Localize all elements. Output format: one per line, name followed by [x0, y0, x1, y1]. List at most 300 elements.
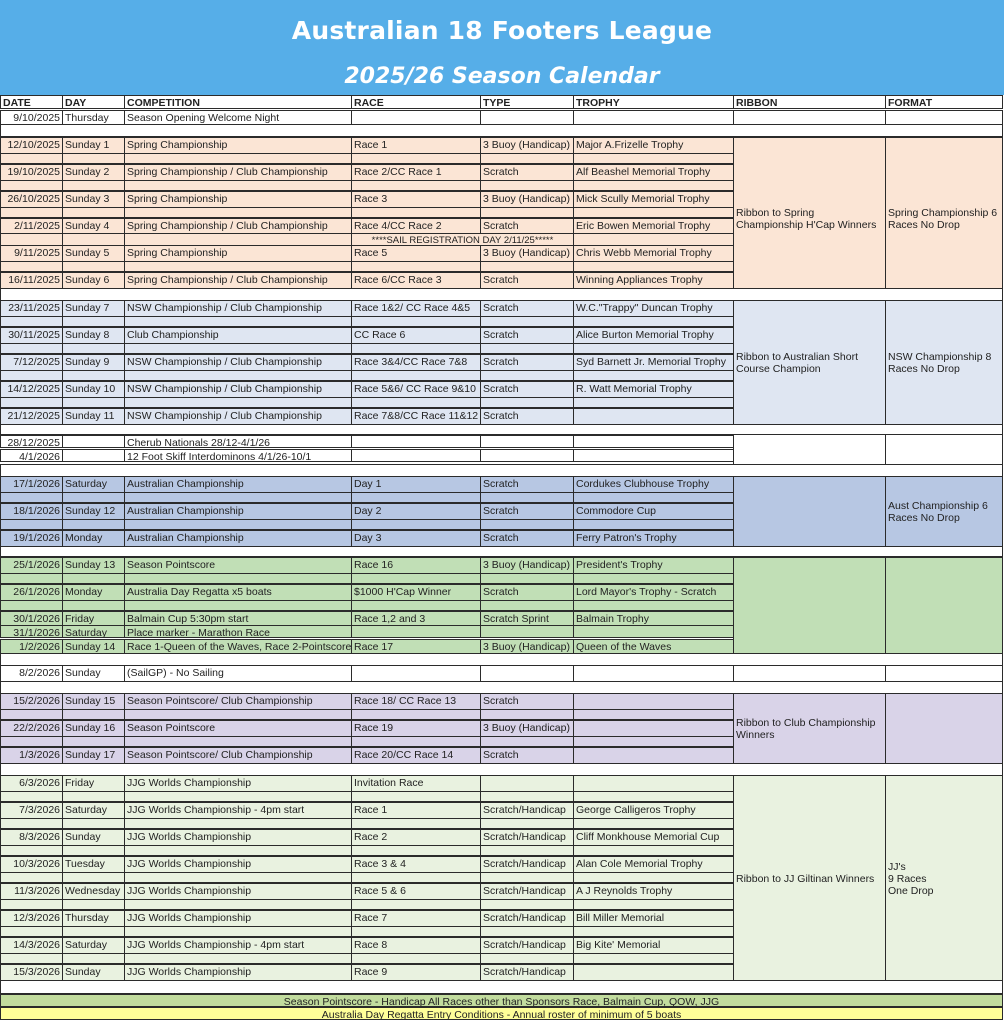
format-cell: Aust Championship 6 Races No Drop — [885, 476, 1003, 547]
spacer-cell — [573, 709, 734, 720]
spacer-cell — [124, 343, 352, 354]
table-cell-competition: NSW Championship / Club Championship — [124, 381, 352, 398]
table-cell-race: Race 1,2 and 3 — [351, 611, 481, 628]
table-cell-trophy — [573, 720, 734, 737]
spacer-cell — [124, 736, 352, 747]
table-cell-race: Race 5 — [351, 245, 481, 262]
header-type: TYPE — [480, 95, 574, 109]
table-cell-day: Sunday 3 — [62, 191, 125, 208]
header-competition: COMPETITION — [124, 95, 352, 109]
row-separator — [0, 464, 1003, 477]
spacer-cell — [480, 316, 574, 327]
spacer-cell — [573, 207, 734, 218]
table-cell-race: Race 19 — [351, 720, 481, 737]
spacer-cell — [351, 845, 481, 856]
table-cell-competition: JJG Worlds Championship - 4pm start — [124, 937, 352, 954]
table-cell-type: Scratch — [480, 164, 574, 181]
table-cell-type: 3 Buoy (Handicap) — [480, 137, 574, 154]
spacer-cell — [124, 261, 352, 272]
spacer-cell — [351, 153, 481, 164]
table-cell-trophy — [573, 449, 734, 462]
spacer-cell — [0, 153, 63, 164]
table-cell-race: Day 2 — [351, 503, 481, 520]
table-cell-trophy — [573, 964, 734, 981]
table-cell-type: 3 Buoy (Handicap) — [480, 557, 574, 574]
table-cell-race: Race 1 — [351, 137, 481, 154]
table-cell-type: Scratch — [480, 408, 574, 425]
spacer-cell — [62, 736, 125, 747]
header-format: FORMAT — [885, 95, 1003, 109]
table-cell-type: Scratch — [480, 327, 574, 344]
table-cell-competition: Balmain Cup 5:30pm start — [124, 611, 352, 628]
table-cell-race: Race 7 — [351, 910, 481, 927]
spacer-cell — [573, 343, 734, 354]
spacer-cell — [351, 370, 481, 381]
page-subtitle: 2025/26 Season Calendar — [344, 64, 660, 89]
table-cell-race: Race 17 — [351, 639, 481, 656]
ribbon-cell: Ribbon to Australian Short Course Champion — [733, 300, 886, 425]
table-cell-date: 25/1/2026 — [0, 557, 63, 574]
spacer-cell — [480, 261, 574, 272]
table-cell-date: 4/1/2026 — [0, 449, 63, 462]
table-cell-competition: JJG Worlds Championship — [124, 829, 352, 846]
table-cell-competition: Season Pointscore/ Club Championship — [124, 747, 352, 764]
table-cell-race: Invitation Race — [351, 775, 481, 792]
table-cell-competition: Place marker - Marathon Race — [124, 625, 352, 638]
table-cell-race: $1000 H'Cap Winner — [351, 584, 481, 601]
table-cell-day: Saturday — [62, 802, 125, 819]
spacer-cell — [124, 953, 352, 964]
table-cell-race: Race 1&2/ CC Race 4&5 — [351, 300, 481, 317]
table-cell-type: 3 Buoy (Handicap) — [480, 191, 574, 208]
header-race: RACE — [351, 95, 481, 109]
spacer-cell — [124, 207, 352, 218]
spacer-cell — [62, 600, 125, 611]
row-separator — [0, 124, 1003, 137]
spacer-cell — [0, 872, 63, 883]
table-cell-type: Scratch — [480, 300, 574, 317]
table-cell-competition: NSW Championship / Club Championship — [124, 408, 352, 425]
table-cell-race: Race 5 & 6 — [351, 883, 481, 900]
table-cell-day: Sunday 16 — [62, 720, 125, 737]
table-cell-race: Race 5&6/ CC Race 9&10 — [351, 381, 481, 398]
table-cell-day: Sunday 11 — [62, 408, 125, 425]
spacer-cell — [573, 736, 734, 747]
spacer-cell — [351, 492, 481, 503]
format-cell: JJ's 9 Races One Drop — [885, 775, 1003, 981]
spacer-cell — [124, 370, 352, 381]
table-cell-date: 6/3/2026 — [0, 775, 63, 792]
spacer-cell — [62, 709, 125, 720]
ribbon-cell: Ribbon to Club Championship Winners — [733, 693, 886, 764]
table-cell-date: 30/11/2025 — [0, 327, 63, 344]
table-cell-trophy: Winning Appliances Trophy — [573, 272, 734, 289]
table-cell-trophy — [573, 625, 734, 638]
spacer-cell — [480, 709, 574, 720]
table-cell-date: 7/3/2026 — [0, 802, 63, 819]
table-cell-date: 8/2/2026 — [0, 665, 63, 682]
spacer-cell — [480, 153, 574, 164]
spacer-cell — [62, 207, 125, 218]
table-cell-day — [62, 449, 125, 462]
table-cell-date: 19/1/2026 — [0, 530, 63, 547]
spacer-cell — [62, 153, 125, 164]
table-cell-date: 1/2/2026 — [0, 639, 63, 656]
table-cell-competition: Australian Championship — [124, 503, 352, 520]
table-cell-type — [480, 665, 574, 682]
table-cell-race: Race 4/CC Race 2 — [351, 218, 481, 235]
spacer-cell — [124, 316, 352, 327]
table-cell-trophy: Syd Barnett Jr. Memorial Trophy — [573, 354, 734, 371]
spacer-cell — [480, 736, 574, 747]
table-cell-type — [480, 435, 574, 448]
table-cell-date: 7/12/2025 — [0, 354, 63, 371]
spacer-cell — [124, 397, 352, 408]
table-cell-competition: Spring Championship / Club Championship — [124, 272, 352, 289]
spacer-cell — [480, 397, 574, 408]
table-cell-date: 21/12/2025 — [0, 408, 63, 425]
table-cell-race: Day 1 — [351, 476, 481, 493]
table-cell-day: Sunday 17 — [62, 747, 125, 764]
table-cell-type: Scratch/Handicap — [480, 802, 574, 819]
table-cell-competition: 12 Foot Skiff Interdominons 4/1/26-10/1 — [124, 449, 352, 462]
spacer-cell — [62, 573, 125, 584]
note-pointscore: Season Pointscore - Handicap All Races other than Sponsors Race, Balmain Cup, QOW, JJG — [0, 994, 1003, 1007]
table-cell-type — [480, 449, 574, 462]
table-cell-trophy: Cliff Monkhouse Memorial Cup — [573, 829, 734, 846]
table-cell-competition: Season Pointscore — [124, 557, 352, 574]
spacer-cell — [0, 261, 63, 272]
row-separator — [0, 424, 1003, 435]
table-cell-type — [480, 775, 574, 792]
spacer-cell — [351, 316, 481, 327]
page-title: Australian 18 Footers League — [291, 16, 713, 45]
spacer-cell — [124, 926, 352, 937]
table-cell-type: Scratch — [480, 381, 574, 398]
table-cell-day: Saturday — [62, 476, 125, 493]
spacer-cell — [0, 600, 63, 611]
table-cell-competition: Spring Championship / Club Championship — [124, 164, 352, 181]
spacer-cell — [480, 791, 574, 802]
table-cell-type: Scratch — [480, 530, 574, 547]
table-cell-competition: Spring Championship / Club Championship — [124, 218, 352, 235]
spacer-cell — [480, 953, 574, 964]
format-cell — [885, 557, 1003, 656]
spacer-cell — [351, 180, 481, 191]
format-cell — [885, 693, 1003, 764]
spacer-cell — [351, 953, 481, 964]
table-cell-date: 14/3/2026 — [0, 937, 63, 954]
header-trophy: TROPHY — [573, 95, 734, 109]
table-cell-race — [351, 449, 481, 462]
table-cell-trophy: Major A.Frizelle Trophy — [573, 137, 734, 154]
table-cell-trophy: W.C."Trappy" Duncan Trophy — [573, 300, 734, 317]
format-cell: NSW Championship 8 Races No Drop — [885, 300, 1003, 425]
table-cell-competition: NSW Championship / Club Championship — [124, 300, 352, 317]
table-cell-day: Thursday — [62, 910, 125, 927]
spacer-cell — [62, 926, 125, 937]
table-cell-competition: NSW Championship / Club Championship — [124, 354, 352, 371]
spacer-cell — [0, 791, 63, 802]
spacer-cell — [124, 600, 352, 611]
spacer-cell — [351, 791, 481, 802]
ribbon-cell — [733, 557, 886, 656]
spacer-cell — [351, 899, 481, 910]
table-cell-competition: JJG Worlds Championship — [124, 910, 352, 927]
table-cell-day: Friday — [62, 611, 125, 628]
spacer-cell — [351, 573, 481, 584]
table-cell-competition: (SailGP) - No Sailing — [124, 665, 352, 682]
table-cell-date: 18/1/2026 — [0, 503, 63, 520]
table-cell-day: Saturday — [62, 937, 125, 954]
spacer-cell — [480, 818, 574, 829]
spacer-cell — [573, 492, 734, 503]
spacer-cell — [62, 492, 125, 503]
table-cell-race — [351, 665, 481, 682]
table-cell-trophy: A J Reynolds Trophy — [573, 883, 734, 900]
table-cell-competition: JJG Worlds Championship — [124, 775, 352, 792]
spacer-cell — [573, 872, 734, 883]
spacer-cell — [351, 343, 481, 354]
table-cell-race: Race 20/CC Race 14 — [351, 747, 481, 764]
table-cell-day: Sunday 7 — [62, 300, 125, 317]
table-cell-date: 19/10/2025 — [0, 164, 63, 181]
spacer-cell — [124, 791, 352, 802]
table-cell-trophy: Alf Beashel Memorial Trophy — [573, 164, 734, 181]
spacer-cell — [124, 872, 352, 883]
row-separator — [0, 546, 1003, 557]
table-cell-trophy — [573, 693, 734, 710]
spacer-cell — [0, 316, 63, 327]
table-cell-race: Race 18/ CC Race 13 — [351, 693, 481, 710]
spacer-cell — [573, 818, 734, 829]
spacer-cell — [0, 899, 63, 910]
table-cell-race: Race 3 — [351, 191, 481, 208]
table-cell-competition: JJG Worlds Championship — [124, 856, 352, 873]
table-cell-race — [351, 625, 481, 638]
spacer-cell — [0, 709, 63, 720]
spacer-cell — [480, 926, 574, 937]
table-cell-competition: Race 1-Queen of the Waves, Race 2-Pointscore — [124, 639, 352, 656]
table-cell-trophy: George Calligeros Trophy — [573, 802, 734, 819]
table-cell-day: Sunday 14 — [62, 639, 125, 656]
spacer-cell — [0, 818, 63, 829]
spacer-cell — [124, 573, 352, 584]
spacer-cell — [480, 899, 574, 910]
table-cell-day: Sunday 8 — [62, 327, 125, 344]
table-cell-day: Sunday 10 — [62, 381, 125, 398]
spacer-cell — [351, 207, 481, 218]
spacer-cell — [124, 519, 352, 530]
spacer-cell — [480, 370, 574, 381]
table-cell-date: 2/11/2025 — [0, 218, 63, 235]
table-cell-day: Sunday 1 — [62, 137, 125, 154]
table-cell-trophy: President's Trophy — [573, 557, 734, 574]
table-cell-type: Scratch — [480, 584, 574, 601]
table-cell-type: Scratch — [480, 272, 574, 289]
spacer-cell — [480, 573, 574, 584]
table-cell-date: 9/11/2025 — [0, 245, 63, 262]
table-cell-type — [480, 625, 574, 638]
spacer-cell — [573, 573, 734, 584]
spacer-cell — [0, 343, 63, 354]
spacer-cell — [0, 492, 63, 503]
spacer-cell — [351, 818, 481, 829]
spacer-cell — [0, 397, 63, 408]
spacer-cell — [0, 519, 63, 530]
row-separator — [0, 980, 1003, 994]
spacer-cell — [573, 316, 734, 327]
table-cell-day: Sunday 15 — [62, 693, 125, 710]
table-cell-day: Sunday 4 — [62, 218, 125, 235]
table-cell-competition: JJG Worlds Championship — [124, 964, 352, 981]
spacer-cell — [124, 818, 352, 829]
spacer-cell — [351, 261, 481, 272]
spacer-cell — [62, 899, 125, 910]
table-cell-trophy — [573, 408, 734, 425]
table-cell-date: 28/12/2025 — [0, 435, 63, 448]
spacer-cell — [573, 519, 734, 530]
table-cell-type: Scratch/Handicap — [480, 964, 574, 981]
format-cell: Spring Championship 6 Races No Drop — [885, 137, 1003, 300]
table-cell-competition: Spring Championship — [124, 245, 352, 262]
spacer-cell — [0, 573, 63, 584]
table-cell-trophy: Cordukes Clubhouse Trophy — [573, 476, 734, 493]
spacer-cell — [0, 953, 63, 964]
table-cell-day: Monday — [62, 584, 125, 601]
table-cell-date: 16/11/2025 — [0, 272, 63, 289]
table-cell-date: 12/10/2025 — [0, 137, 63, 154]
table-cell-trophy — [573, 775, 734, 792]
table-cell-race — [351, 435, 481, 448]
table-cell-race: Race 2 — [351, 829, 481, 846]
table-cell-competition: Australia Day Regatta x5 boats — [124, 584, 352, 601]
table-cell-race: Race 3&4/CC Race 7&8 — [351, 354, 481, 371]
table-cell-date: 10/3/2026 — [0, 856, 63, 873]
table-cell-date: 30/1/2026 — [0, 611, 63, 628]
table-cell-date: 11/3/2026 — [0, 883, 63, 900]
table-cell-day: Monday — [62, 530, 125, 547]
table-cell-type: Scratch — [480, 747, 574, 764]
table-cell-type: Scratch/Handicap — [480, 937, 574, 954]
spacer-cell — [62, 261, 125, 272]
spacer-cell — [573, 180, 734, 191]
row-separator — [0, 681, 1003, 694]
row-separator — [0, 288, 1003, 301]
title-band — [0, 0, 1004, 95]
spacer-cell — [62, 818, 125, 829]
spacer-cell — [480, 519, 574, 530]
table-cell-type: Scratch — [480, 476, 574, 493]
table-cell-day: Saturday — [62, 625, 125, 638]
spacer-cell — [124, 492, 352, 503]
table-cell-type: Scratch/Handicap — [480, 856, 574, 873]
table-cell-competition: Australian Championship — [124, 476, 352, 493]
table-cell-trophy: Balmain Trophy — [573, 611, 734, 628]
table-cell-day — [62, 435, 125, 448]
table-cell-day: Tuesday — [62, 856, 125, 873]
table-cell-competition: Season Pointscore/ Club Championship — [124, 693, 352, 710]
table-cell-date: 12/3/2026 — [0, 910, 63, 927]
spacer-cell — [573, 153, 734, 164]
spacer-cell — [0, 207, 63, 218]
spacer-cell — [124, 709, 352, 720]
spacer-cell — [124, 180, 352, 191]
table-cell-date: 1/3/2026 — [0, 747, 63, 764]
table-cell-type: 3 Buoy (Handicap) — [480, 245, 574, 262]
spacer-cell — [573, 397, 734, 408]
header-date: DATE — [0, 95, 63, 109]
spacer-cell — [0, 370, 63, 381]
table-cell-date: 22/2/2026 — [0, 720, 63, 737]
table-cell-day: Sunday 13 — [62, 557, 125, 574]
spacer-cell — [0, 845, 63, 856]
spacer-cell — [351, 872, 481, 883]
spacer-cell — [573, 600, 734, 611]
sail-registration-note: ****SAIL REGISTRATION DAY 2/11/25***** — [351, 233, 574, 246]
table-cell-day: Sunday 9 — [62, 354, 125, 371]
table-cell-type: Scratch Sprint — [480, 611, 574, 628]
table-cell-date: 23/11/2025 — [0, 300, 63, 317]
spacer-cell — [480, 872, 574, 883]
spacer-cell — [62, 872, 125, 883]
table-cell-trophy: Big Kite' Memorial — [573, 937, 734, 954]
spacer-cell — [0, 180, 63, 191]
spacer-cell — [573, 899, 734, 910]
table-cell-day: Friday — [62, 775, 125, 792]
spacer-cell — [62, 845, 125, 856]
table-cell-trophy: Queen of the Waves — [573, 639, 734, 656]
row-separator — [0, 653, 1003, 666]
table-cell-trophy: Mick Scully Memorial Trophy — [573, 191, 734, 208]
spacer-cell — [480, 207, 574, 218]
table-cell-trophy: Commodore Cup — [573, 503, 734, 520]
ribbon-cell: Ribbon to JJ Giltinan Winners — [733, 775, 886, 981]
table-cell-race: Race 8 — [351, 937, 481, 954]
table-cell-competition: Season Pointscore — [124, 720, 352, 737]
table-cell-day: Sunday — [62, 829, 125, 846]
table-cell-trophy: Bill Miller Memorial — [573, 910, 734, 927]
spacer-cell — [573, 845, 734, 856]
table-cell-trophy: R. Watt Memorial Trophy — [573, 381, 734, 398]
spacer-cell — [351, 600, 481, 611]
spacer-cell — [573, 791, 734, 802]
table-cell-day: Sunday 12 — [62, 503, 125, 520]
spacer-cell — [0, 736, 63, 747]
spacer-cell — [124, 153, 352, 164]
table-cell-race: Race 2/CC Race 1 — [351, 164, 481, 181]
header-ribbon: RIBBON — [733, 95, 886, 109]
table-cell-race: Race 3 & 4 — [351, 856, 481, 873]
table-cell-race: Day 3 — [351, 530, 481, 547]
table-cell-race: CC Race 6 — [351, 327, 481, 344]
table-cell-trophy — [573, 435, 734, 448]
table-cell-day: Sunday 5 — [62, 245, 125, 262]
note-regatta-conditions: Australia Day Regatta Entry Conditions - Annual roster of minimum of 5 boats — [0, 1007, 1003, 1020]
table-cell-day: Sunday — [62, 665, 125, 682]
table-cell-type: 3 Buoy (Handicap) — [480, 720, 574, 737]
table-cell-date: 15/3/2026 — [0, 964, 63, 981]
spacer-cell — [351, 519, 481, 530]
spacer-cell — [480, 492, 574, 503]
table-cell-type: 3 Buoy (Handicap) — [480, 639, 574, 656]
table-cell-type: Scratch/Handicap — [480, 829, 574, 846]
table-cell-trophy: Ferry Patron's Trophy — [573, 530, 734, 547]
table-cell-competition: Australian Championship — [124, 530, 352, 547]
table-cell-race: Race 16 — [351, 557, 481, 574]
row-separator — [0, 763, 1003, 776]
spacer-cell — [351, 397, 481, 408]
